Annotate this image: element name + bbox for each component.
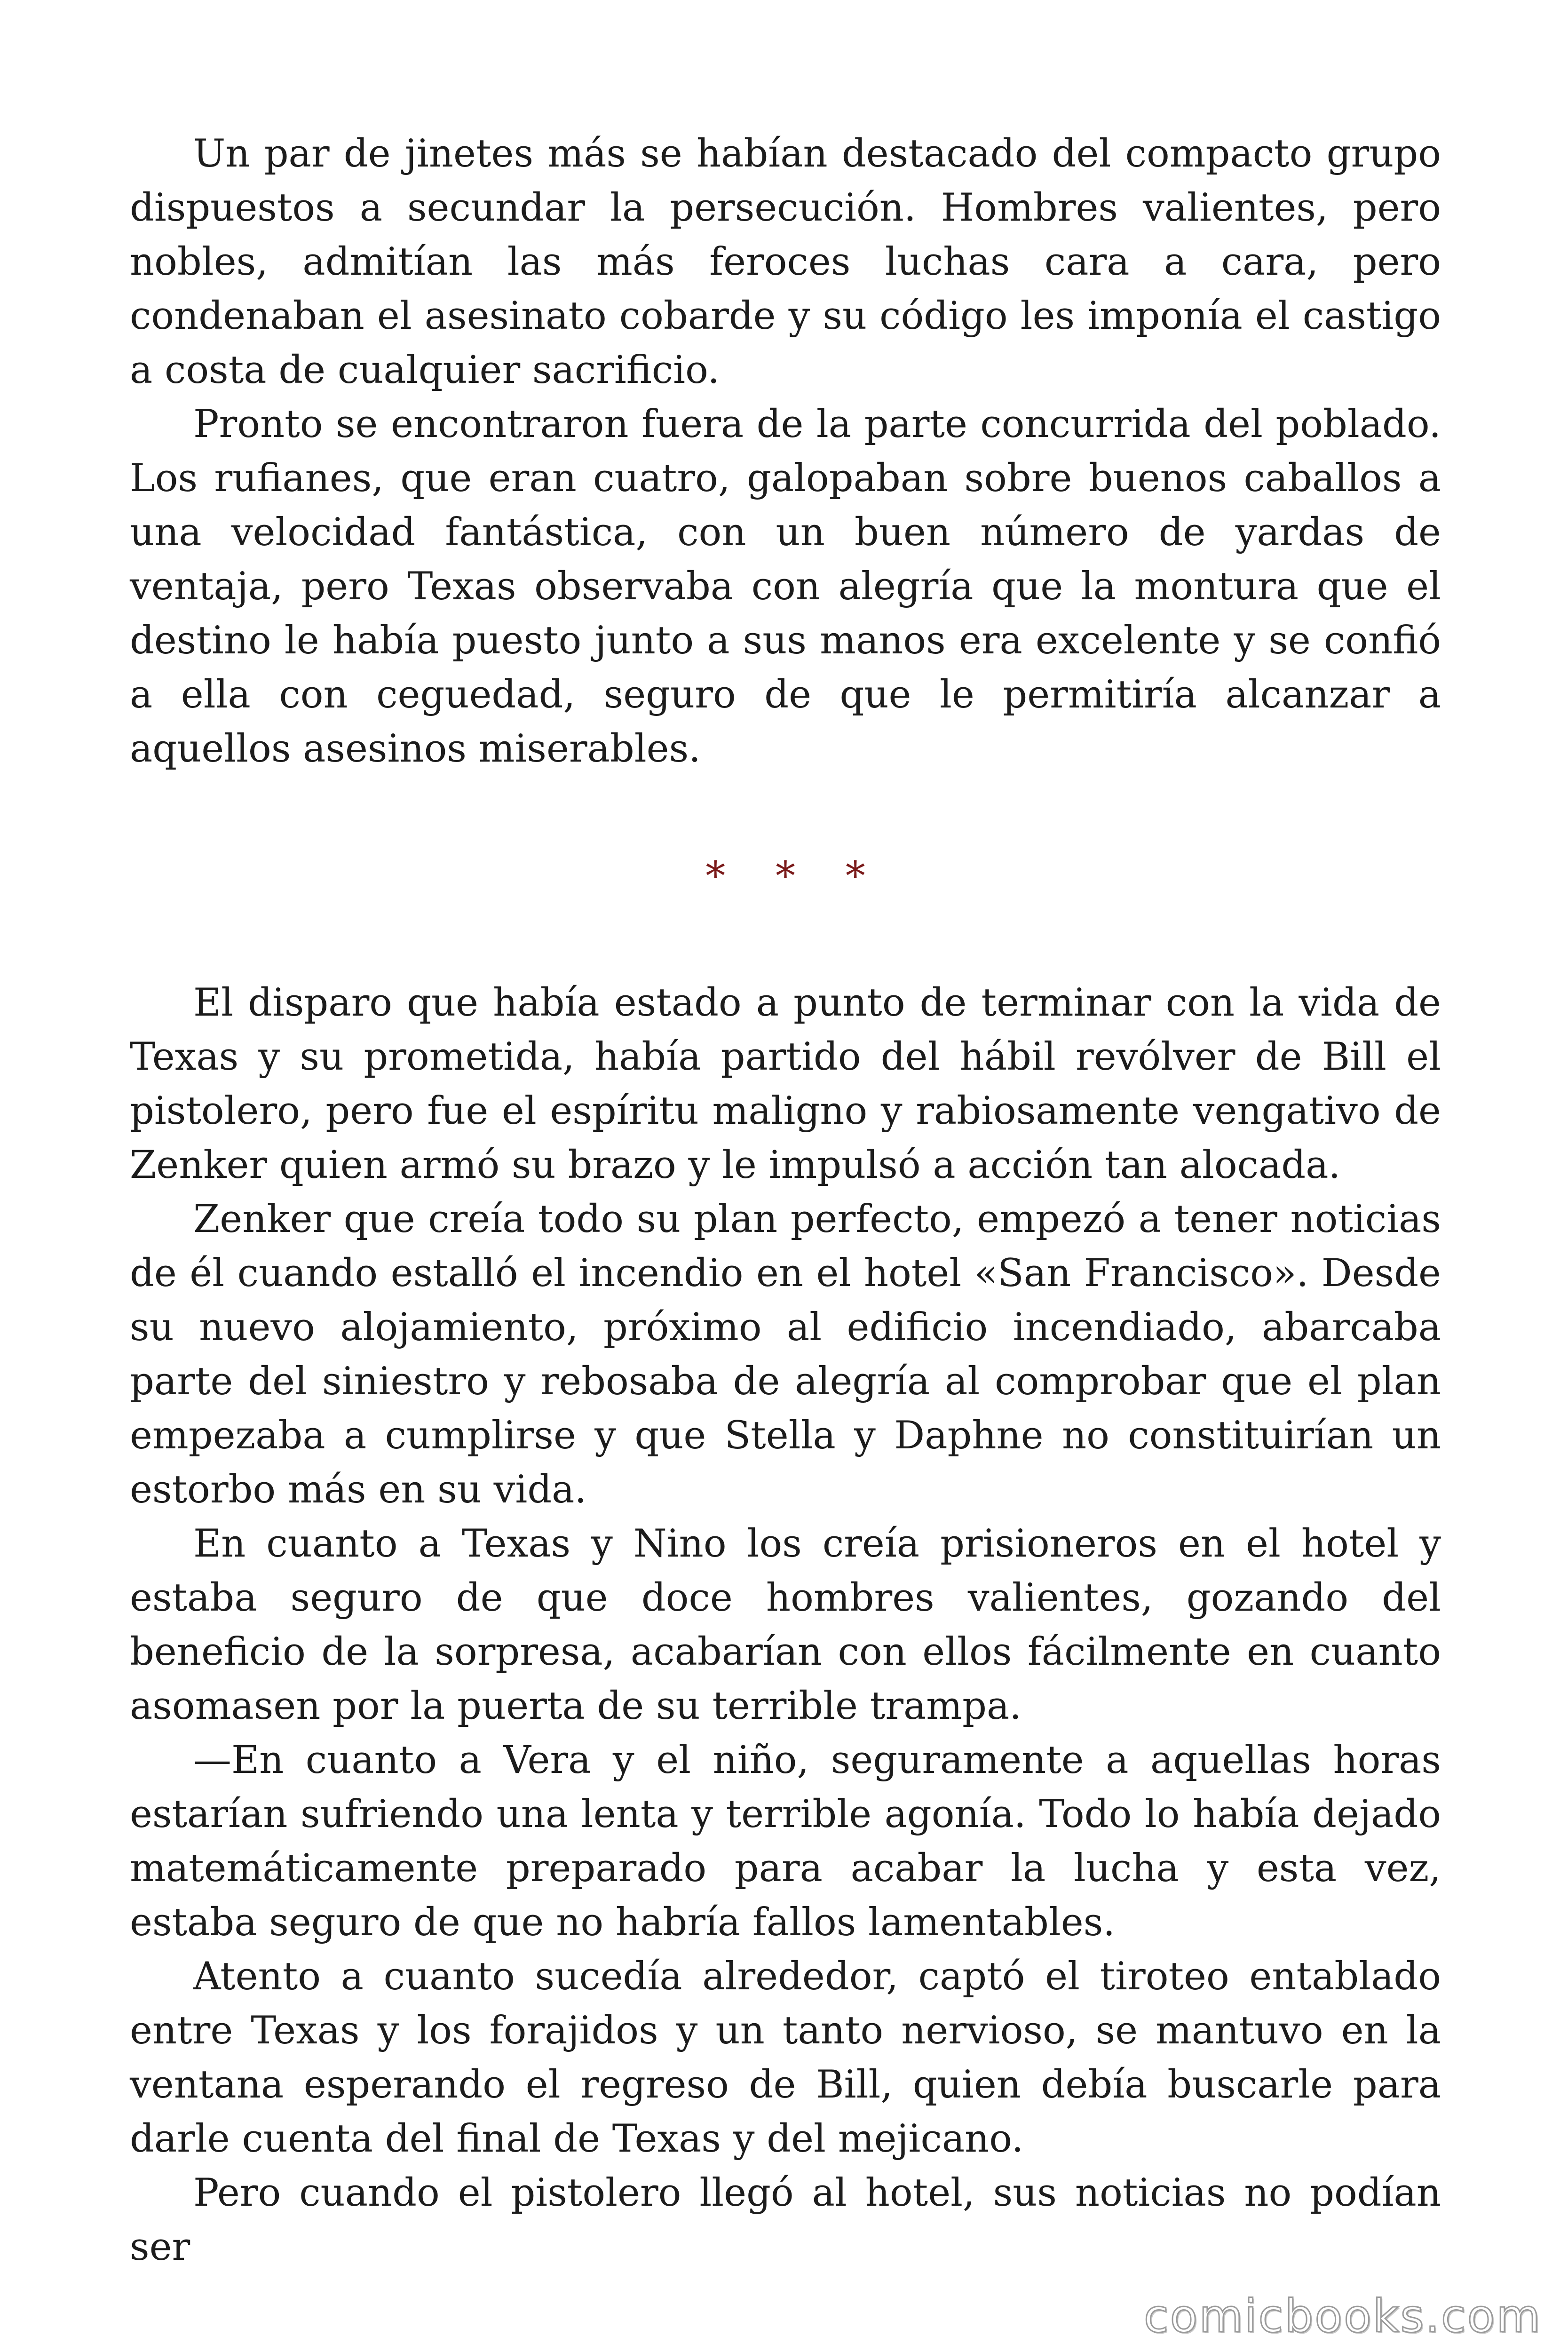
paragraph: Atento a cuanto sucedía alrededor, captó el tiroteo entablado entre Texas y los forajidos y un tanto nervioso, se mantuvo en la ventana esperando el regreso de Bill, quien debía buscarle para darle cuenta del final de Texas y del mejicano. [130, 1955, 1441, 2161]
paragraph: Zenker que creía todo su plan perfecto, empezó a tener noticias de él cuando estalló el incendio en el hotel «San Francisco». Desde su nuevo alojamiento, próximo al edificio incendiado, abarcaba parte del siniestro y rebosaba de alegría al comprobar que el plan empezaba a cumplirse y que Stella y Daphne no constituirían un estorbo más en su vida. [130, 1197, 1441, 1512]
paragraph: El disparo que había estado a punto de terminar con la vida de Texas y su prometida, había partido del hábil revólver de Bill el pistolero, pero fue el espíritu maligno y rabiosamente vengativo de Zenker quien armó su brazo y le impulsó a acción tan alocada. [130, 981, 1441, 1187]
paragraph: —En cuanto a Vera y el niño, seguramente a aquellas horas estarían sufriendo una lenta y terrible agonía. Todo lo había dejado matemáticamente preparado para acabar la lucha y esta vez, estaba seguro de que no habría fallos lamentables. [130, 1738, 1441, 1945]
paragraph: Un par de jinetes más se habían destacado del compacto grupo dispuestos a secundar la persecución. Hombres valientes, pero nobles, admitían las más feroces luchas cara a cara, pero condenaban el asesinato cobarde y su código les imponía el castigo a costa de cualquier sacrificio. [130, 132, 1441, 392]
text-section-2 [130, 976, 1441, 2274]
section-separator: * * * [705, 853, 884, 899]
paragraph: Pero cuando el pistolero llegó al hotel, sus noticias no podían ser [130, 2171, 1441, 2269]
site-watermark: comicbooks.com [1143, 2290, 1542, 2343]
book-page [130, 127, 1441, 2274]
paragraph: En cuanto a Texas y Nino los creía prisioneros en el hotel y estaba seguro de que doce hombres valientes, gozando del beneficio de la sorpresa, acabarían con ellos fácilmente en cuanto asomasen por la puerta de su terrible trampa. [130, 1522, 1441, 1728]
text-section-1 [130, 127, 1441, 776]
paragraph: Pronto se encontraron fuera de la parte concurrida del poblado. Los rufianes, que eran cuatro, galopaban sobre buenos caballos a una velocidad fantástica, con un buen número de yardas de ventaja, pero Texas observaba con alegría que la montura que el destino le había puesto junto a sus manos era excelente y se confió a ella con ceguedad, seguro de que le permitiría alcanzar a aquellos asesinos miserables. [130, 402, 1441, 771]
